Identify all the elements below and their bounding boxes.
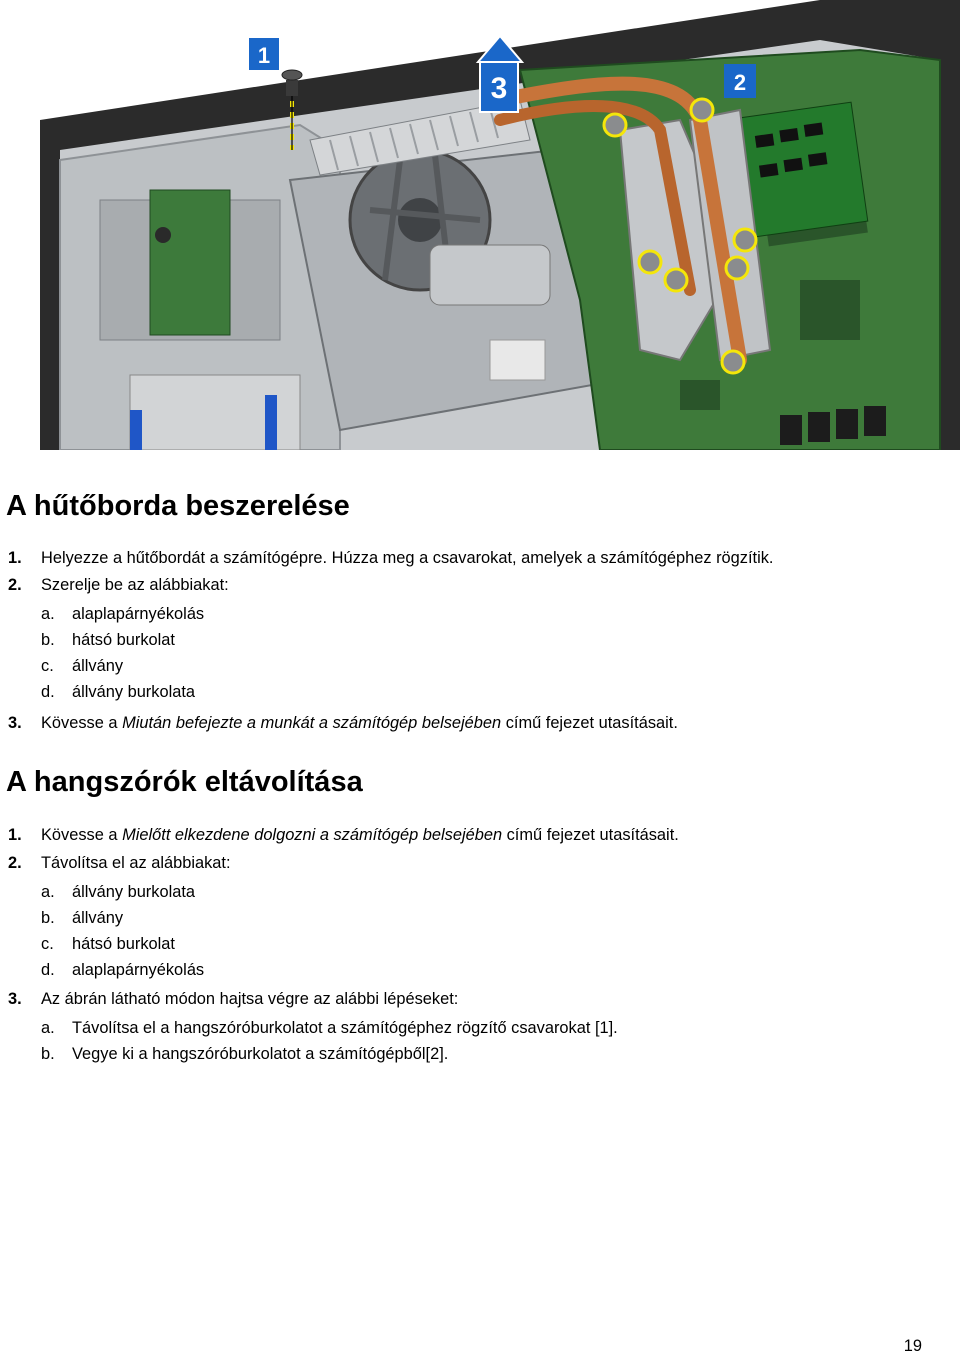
link-before-working-inside[interactable]: Mielőtt elkezdene dolgozni a számítógép belsejében: [122, 826, 503, 844]
heatsink-photo: [40, 0, 960, 450]
section-title-speaker-removal: A hangszórók eltávolítása: [6, 766, 363, 798]
link-after-working-inside[interactable]: Miután befejezte a munkát a számítógép belsejében: [122, 714, 502, 732]
callout-2: 2: [733, 70, 747, 95]
page-number: 19: [903, 1337, 922, 1355]
section-title-heatsink-install: A hűtőborda beszerelése: [6, 490, 350, 522]
callout-3: 3: [490, 72, 508, 105]
callout-1: 1: [257, 43, 271, 68]
io-board: [150, 190, 230, 335]
